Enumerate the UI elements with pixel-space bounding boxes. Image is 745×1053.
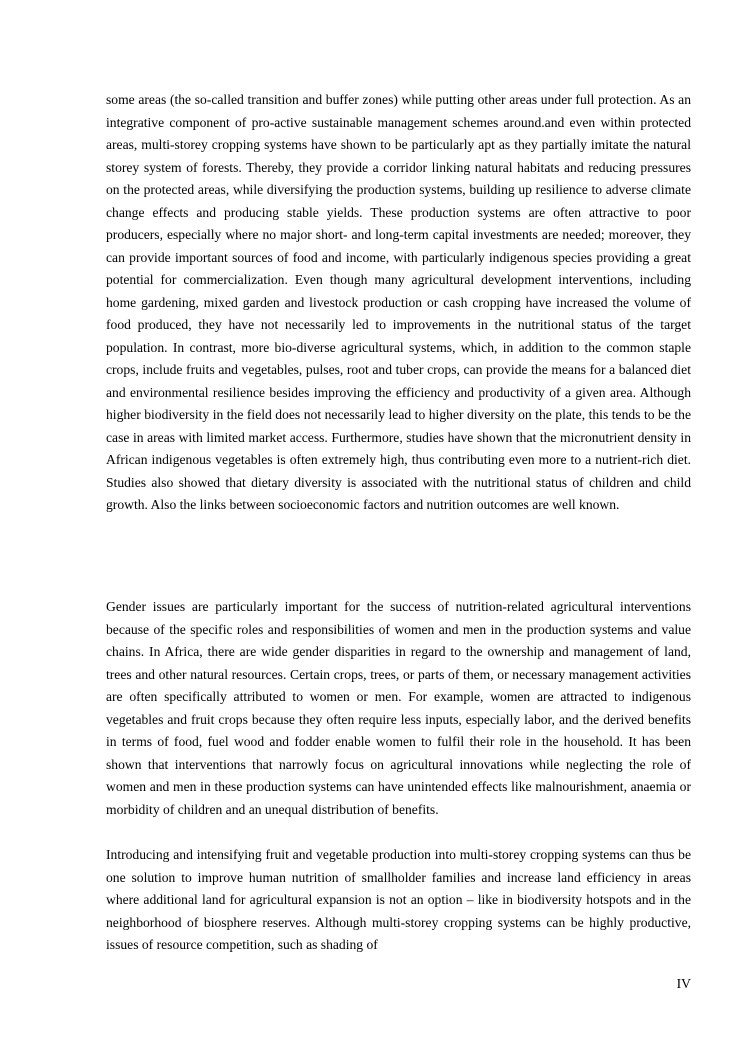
body-paragraph: some areas (the so-called transition and buffer zones) while putting other areas under full protection. As an integrative component of pro-active sustainable management schemes around.and even within protected areas, multi-storey cropping systems have shown to be particularly apt as they partially imitate the natural storey system of forests. Thereby, they provide a corridor linking natural habitats and reducing pressures on the protected areas, while diversifying the production systems, building up resilience to adverse climate change effects and producing stable yields. These production systems are often attractive to poor producers, especially where no major short- and long-term capital investments are needed; moreover, they can provide important sources of food and income, with particularly indigenous species providing a great potential for commercialization. Even though many agricultural development interventions, including home gardening, mixed garden and livestock production or cash cropping have increased the volume of food produced, they have not necessarily led to improvements in the nutritional status of the target population. In contrast, more bio-diverse agricultural systems, which, in addition to the common staple crops, include fruits and vegetables, pulses, root and tuber crops, can provide the means for a balanced diet and environmental resilience besides improving the efficiency and productivity of a given area. Although higher biodiversity in the field does not necessarily lead to higher diversity on the plate, this tends to be the case in areas with limited market access. Furthermore, studies have shown that the micronutrient density in African indigenous vegetables is often extremely high, thus contributing even more to a nutrient-rich diet. Studies also showed that dietary diversity is associated with the nutritional status of children and child growth. Also the links between socioeconomic factors and nutrition outcomes are well known. — [106, 92, 691, 512]
page-number: IV — [676, 976, 691, 991]
body-paragraph: Gender issues are particularly important for the success of nutrition-related agricultural interventions because of the specific roles and responsibilities of women and men in the production systems and value chains. In Africa, there are wide gender disparities in regard to the ownership and management of land, trees and other natural resources. Certain crops, trees, or parts of them, or necessary management activities are often specifically attributed to women or men. For example, women are attracted to indigenous vegetables and fruit crops because they often require less inputs, especially labor, and the derived benefits in terms of food, fuel wood and fodder enable women to fulfil their role in the household. It has been shown that interventions that narrowly focus on agricultural innovations while neglecting the role of women and men in these production systems can have unintended effects like malnourishment, anaemia or morbidity of children and an unequal distribution of benefits. — [106, 599, 691, 817]
body-paragraph: Introducing and intensifying fruit and vegetable production into multi-storey cropping systems can thus be one solution to improve human nutrition of smallholder families and increase land efficiency in areas where additional land for agricultural expansion is not an option – like in biodiversity hotspots and in the neighborhood of biosphere reserves. Although multi-storey cropping systems can be highly productive, issues of resource competition, such as shading of — [106, 847, 691, 952]
